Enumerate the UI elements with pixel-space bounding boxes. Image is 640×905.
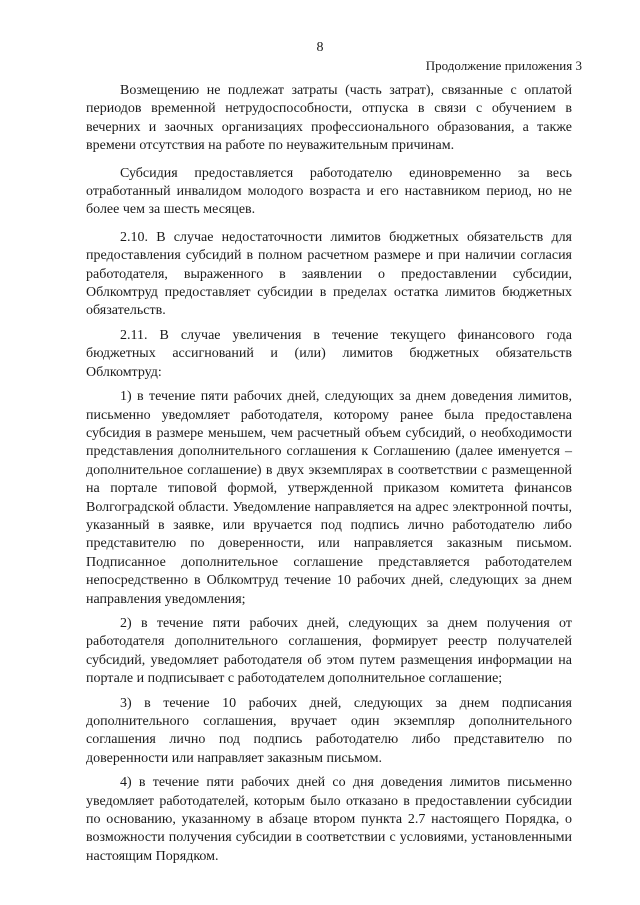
paragraph-2-11-item-2: 2) в течение пяти рабочих дней, следующих за днем получения от работодателя дополнительного соглашения, формирует реестр получателей субсидий, уведомляет работодателя об этом путем размещения информации на портале и подписывает с работодателем дополнительное соглашение;	[86, 615, 572, 687]
paragraph-2-11-item-1: 1) в течение пяти рабочих дней, следующих за днем доведения лимитов, письменно уведомляет работодателя, которому ранее была предоставлена субсидия в размере меньшем, чем расчетный объем субсидий, о необходимости представления дополнительного соглашения к Соглашению (далее именуется – дополнительное соглашение) в двух экземплярах в соответствии с размещенной на портале типовой формой, утвержденной приказом комитета финансов Волгоградской области. Уведомление направляется на адрес электронной почты, указанный в заявке, или вручается под подпись лично работодателю либо представителю по доверенности, или направляется заказным письмом. Подписанное дополнительное соглашение представляется работодателем непосредственно в Облкомтруд течение 10 рабочих дней, следующих за днем направления уведомления;	[86, 389, 572, 607]
appendix-continuation-note: Продолжение приложения 3	[425, 58, 582, 73]
paragraph-2-11-item-4: 4) в течение пяти рабочих дней со дня доведения лимитов письменно уведомляет работодателей, которым было отказано в предоставлении субсидии по основанию, указанному в абзаце втором пункта 2.7 настоящего Порядка, о возможности получения субсидии в соответствии с условиями, установленными настоящим Порядком.	[86, 775, 572, 864]
paragraph-subsidy-one-time: Субсидия предоставляется работодателю единовременно за весь отработанный инвалидом молодого возраста и его наставником период, но не более чем за шесть месяцев.	[86, 165, 572, 218]
page-number: 8	[316, 40, 324, 55]
paragraph-2-10: 2.10. В случае недостаточности лимитов бюджетных обязательств для предоставления субсидий в полном расчетном размере и при наличии согласия работодателя, выраженного в заявлении о предоставлении субсидии, Облкомтруд предоставляет субсидии в пределах остатка лимитов бюджетных обязательств.	[86, 229, 572, 319]
paragraph-2-11-item-3: 3) в течение 10 рабочих дней, следующих за днем подписания дополнительного соглашения, вручает один экземпляр дополнительного соглашения лично под подпись работодателю либо представителю по доверенности или направляет заказным письмом.	[86, 695, 572, 766]
paragraph-expenses-exclusion: Возмещению не подлежат затраты (часть затрат), связанные с оплатой периодов временной нетрудоспособности, отпуска в связи с обучением в вечерних и заочных организациях профессионального образования, а также времени отсутствия на работе по неуважительным причинам.	[86, 83, 572, 154]
paragraph-2-11: 2.11. В случае увеличения в течение текущего финансового года бюджетных ассигнований и (или) лимитов бюджетных обязательств Облкомтруд:	[86, 327, 572, 380]
document-body	[86, 82, 572, 872]
